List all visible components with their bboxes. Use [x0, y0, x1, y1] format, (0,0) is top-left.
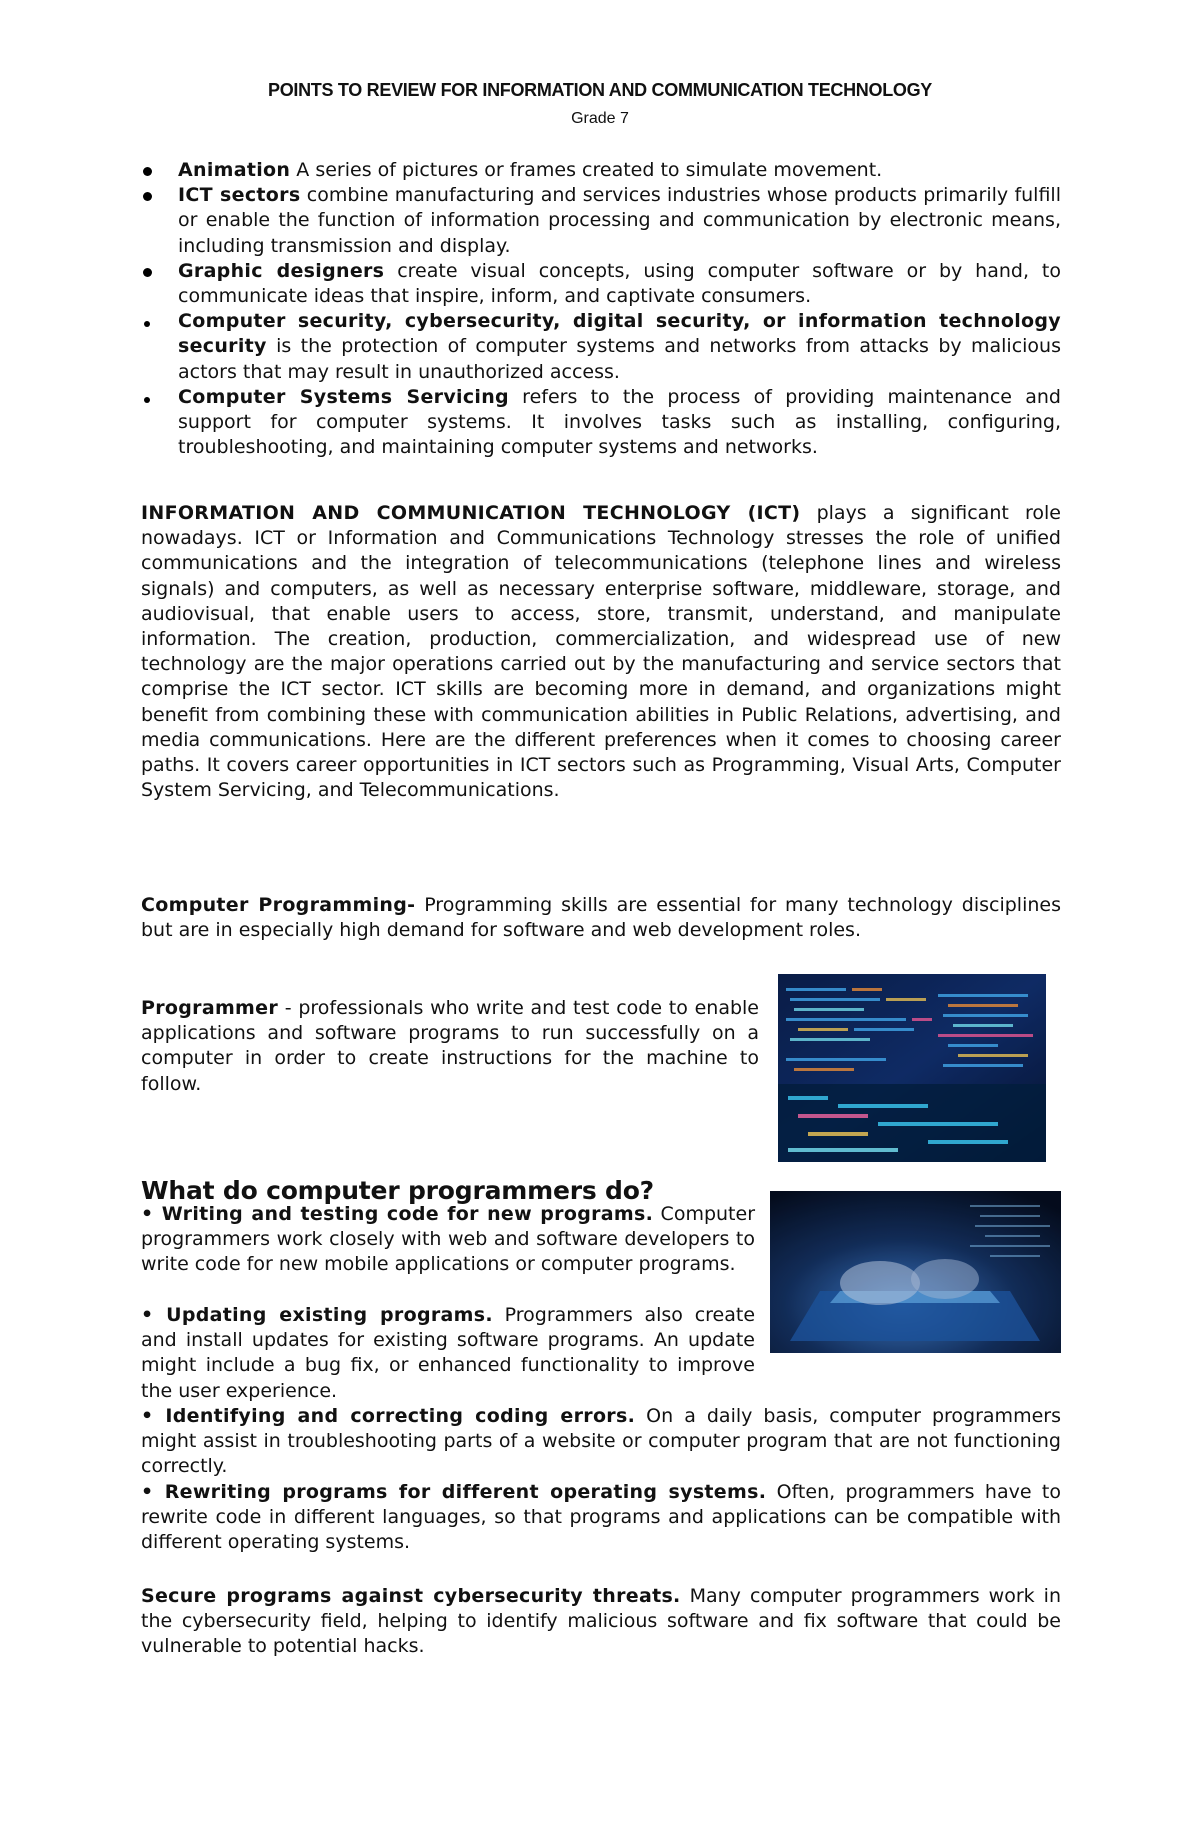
- secure-text: Many computer programmers work in the cybersecurity field, helping to identify malicious software and fix software that could be vulnerable to potential hacks.: [141, 1585, 1061, 1658]
- definition-term: Computer security, cybersecurity, digital security, or information technology security: [178, 310, 1061, 358]
- definition-text: is the protection of computer systems and networks from attacks by malicious actors that may result in unauthorized access.: [178, 335, 1061, 383]
- bullet-dot-icon: [143, 183, 152, 208]
- what-item-text: Often, programmers have to rewrite code in different languages, so that programs and applications can be compatible with different operating systems.: [141, 1481, 1061, 1554]
- definition-item: [141, 183, 1061, 259]
- secure-paragraph: [141, 1584, 1061, 1660]
- bullet-dot-icon: [143, 158, 152, 183]
- document-subtitle: Grade 7: [571, 110, 629, 127]
- document-title: POINTS TO REVIEW FOR INFORMATION AND COMMUNICATION TECHNOLOGY: [267, 80, 932, 100]
- what-item-text: Computer programmers work closely with web and software developers to write code for new mobile applications or computer programs.: [141, 1203, 756, 1276]
- ict-text: plays a significant role nowadays. ICT or Information and Communications Technology stresses the role of unified communications and the integration of telecommunications (telephone lines and wireless signals) and computers, as well as necessary enterprise software, middleware, storage, and audiovisual, that enable users to access, store, transmit, understand, and manipulate information. The creation, production, commercialization, and widespread use of new technology are the major operations carried out by the manufacturing and service sectors that comprise the ICT sector. ICT skills are becoming more in demand, and organizations might benefit from combining these with communication abilities in Public Relations, advertising, and media communications. Here are the different preferences when it comes to choosing career paths. It covers career opportunities in ICT sectors such as Programming, Visual Arts, Computer System Servicing, and Telecommunications.: [141, 502, 1061, 802]
- definition-term: ICT sectors: [178, 184, 301, 207]
- what-item-2: [141, 1303, 1061, 1404]
- what-item-text: Programmers also create and install updates for existing software programs. An update might include a bug fix, or enhanced functionality to improve the user experience.: [141, 1304, 756, 1402]
- definition-item: [141, 385, 1061, 461]
- what-item-1a: [141, 1202, 755, 1278]
- code-screen-photo: [778, 974, 1046, 1162]
- bullet-small-dot-icon: [143, 309, 150, 334]
- bullet-dot-icon: [143, 259, 152, 284]
- secure-term: Secure programs against cybersecurity threats.: [141, 1585, 681, 1607]
- what-item-term: • Rewriting programs for different operating systems.: [141, 1481, 767, 1503]
- definition-text: combine manufacturing and services industries whose products primarily fulfill or enable the function of information processing and communication by electronic means, including transmission and display.: [178, 184, 1061, 257]
- definition-term: Computer Systems Servicing: [178, 385, 509, 408]
- programmer-paragraph: [141, 996, 759, 1097]
- definition-list: [141, 158, 1061, 460]
- programmer-text: - professionals who write and test code to enable applications and software programs to run successfully on a computer in order to create instructions for the machine to follow.: [141, 997, 759, 1095]
- bullet-small-dot-icon: [143, 385, 150, 410]
- programmer-term: Programmer: [141, 997, 278, 1019]
- what-item-text: On a daily basis, computer programmers might assist in troubleshooting parts of a website or computer program that are not functioning correctly.: [141, 1405, 1061, 1478]
- programming-term: Computer Programming-: [141, 894, 416, 916]
- definition-text: A series of pictures or frames created to simulate movement.: [290, 159, 883, 181]
- ict-term: INFORMATION AND COMMUNICATION TECHNOLOGY (ICT): [141, 502, 801, 524]
- what-item-term: • Updating existing programs.: [141, 1304, 493, 1326]
- ict-paragraph: [141, 501, 1061, 803]
- programming-text: Programming skills are essential for many technology disciplines but are in especially high demand for software and web development roles.: [141, 894, 1061, 942]
- definition-text: create visual concepts, using computer software or by hand, to communicate ideas that inspire, inform, and captivate consumers.: [178, 259, 1061, 308]
- what-item-4: [141, 1480, 1061, 1556]
- what-item-3: [141, 1404, 1061, 1480]
- what-item-term: • Identifying and correcting coding errors.: [141, 1405, 636, 1427]
- definition-item: [141, 309, 1061, 385]
- what-item-term: • Writing and testing code for new programs.: [141, 1203, 654, 1225]
- definition-item: [141, 259, 1061, 309]
- section-heading: What do computer programmers do?: [141, 1176, 654, 1205]
- definition-item: [141, 158, 1061, 183]
- definition-term: Animation: [178, 159, 291, 181]
- programming-paragraph: [141, 893, 1061, 943]
- definition-term: Graphic designers: [178, 259, 385, 282]
- definition-text: refers to the process of providing maintenance and support for computer systems. It involves tasks such as installing, configuring, troubleshooting, and maintaining computer systems and networks.: [178, 385, 1061, 459]
